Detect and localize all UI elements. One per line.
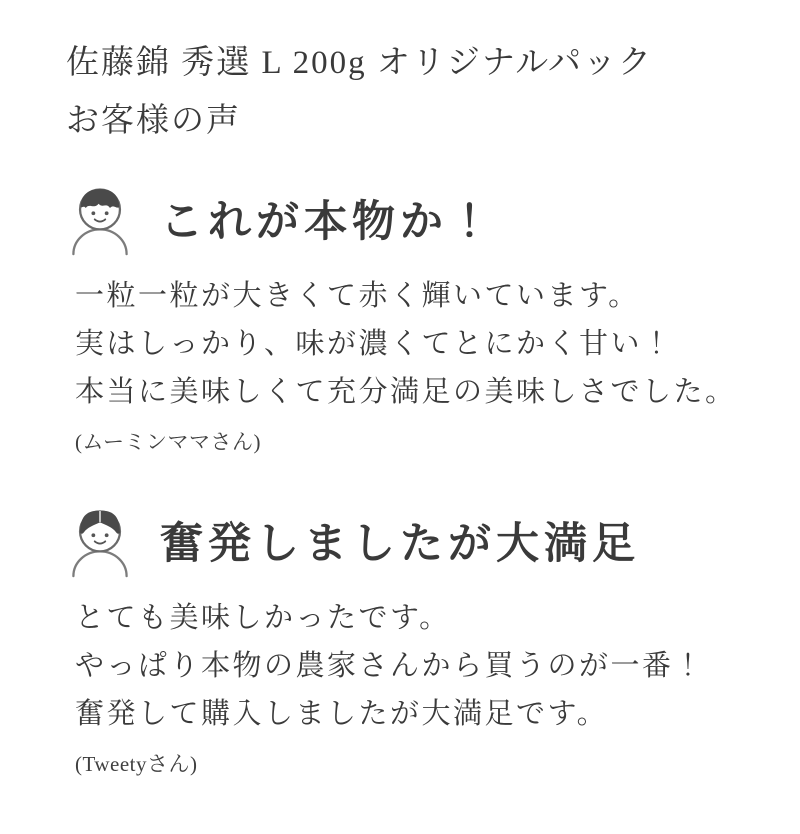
boy-avatar-icon <box>62 180 138 256</box>
review-body <box>75 272 760 416</box>
customer-reviews-page <box>0 34 800 834</box>
reviewer-name: (ムーミンママさん) <box>75 430 261 454</box>
review-heading: これが本物か！ <box>160 198 496 246</box>
review-body <box>75 594 760 738</box>
review-header <box>62 502 760 578</box>
review-text-line: とても美味しかったです。 <box>75 602 451 634</box>
page-title <box>66 34 740 150</box>
section-title-line: お客様の声 <box>66 103 241 139</box>
reviewer-name: (Tweetyさん) <box>75 752 198 776</box>
review-text-line: 実はしっかり、味が濃くてとにかく甘い！ <box>75 328 674 360</box>
review-heading: 奮発しましたが大満足 <box>160 520 640 568</box>
review-text-line: 一粒一粒が大きくて赤く輝いています。 <box>75 280 640 312</box>
review-item-1 <box>62 180 760 456</box>
review-header <box>62 180 760 256</box>
review-text-line: 奮発して購入しましたが大満足です。 <box>75 698 609 730</box>
girl-avatar-icon <box>62 502 138 578</box>
review-text-line: 本当に美味しくて充分満足の美味しさでした。 <box>75 376 737 408</box>
review-text-line: やっぱり本物の農家さんから買うのが一番！ <box>75 650 706 682</box>
product-title-line: 佐藤錦 秀選 L 200g オリジナルパック <box>66 45 653 81</box>
review-item-2 <box>62 502 760 778</box>
